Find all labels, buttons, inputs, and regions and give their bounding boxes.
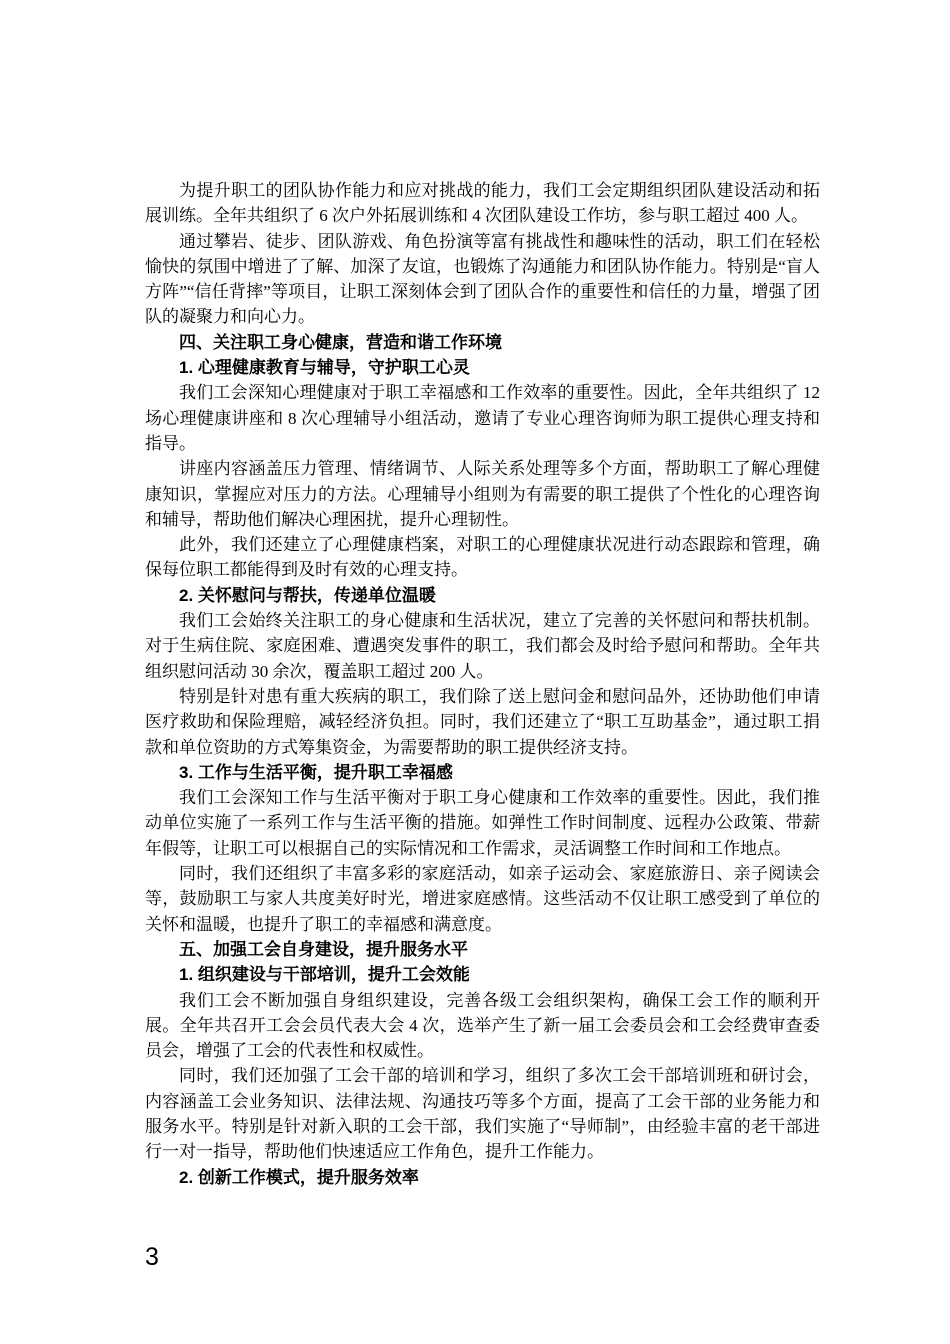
body-paragraph: 我们工会深知工作与生活平衡对于职工身心健康和工作效率的重要性。因此，我们推动单位实施了一系列工作与生活平衡的措施。如弹性工作时间制度、远程办公政策、带薪年假等，让职工可以根据自己的实际情况和工作需求，灵活调整工作时间和工作地点。	[145, 788, 820, 858]
body-paragraph: 通过攀岩、徒步、团队游戏、角色扮演等富有挑战性和趣味性的活动，职工们在轻松愉快的氛围中增进了了解、加深了友谊，也锻炼了沟通能力和团队协作能力。特别是“盲人方阵”“信任背摔”等项目，让职工深刻体会到了团队合作的重要性和信任的力量，增强了团队的凝聚力和向心力。	[145, 231, 820, 327]
section-heading: 五、加强工会自身建设，提升服务水平	[179, 939, 468, 959]
body-paragraph: 特别是针对患有重大疾病的职工，我们除了送上慰问金和慰问品外，还协助他们申请医疗救助和保险理赔，减轻经济负担。同时，我们还建立了“职工互助基金”，通过职工捐款和单位资助的方式筹集资金，为需要帮助的职工提供经济支持。	[145, 686, 820, 757]
body-paragraph: 同时，我们还组织了丰富多彩的家庭活动，如亲子运动会、家庭旅游日、亲子阅读会等，鼓励职工与家人共度美好时光，增进家庭感情。这些活动不仅让职工感受到了单位的关怀和温暖，也提升了职工的幸福感和满意度。	[145, 864, 820, 934]
sub-heading: 3. 工作与生活平衡，提升职工幸福感	[179, 762, 453, 782]
body-paragraph: 我们工会不断加强自身组织建设，完善各级工会组织架构，确保工会工作的顺利开展。全年共召开工会会员代表大会 4 次，选举产生了新一届工会委员会和工会经费审查委员会，增强了工会的代表性和权威性。	[145, 990, 820, 1061]
body-paragraph: 讲座内容涵盖压力管理、情绪调节、人际关系处理等多个方面，帮助职工了解心理健康知识，掌握应对压力的方法。心理辅导小组则为有需要的职工提供了个性化的心理咨询和辅导，帮助他们解决心理困扰，提升心理韧性。	[145, 459, 820, 529]
body-paragraph: 同时，我们还加强了工会干部的培训和学习，组织了多次工会干部培训班和研讨会，内容涵盖工会业务知识、法律法规、沟通技巧等多个方面，提高了工会干部的业务能力和服务水平。特别是针对新入职的工会干部，我们实施了“导师制”，由经验丰富的老干部进行一对一指导，帮助他们快速适应工作角色，提升工作能力。	[145, 1066, 820, 1162]
body-paragraph: 我们工会深知心理健康对于职工幸福感和工作效率的重要性。因此，全年共组织了 12 场心理健康讲座和 8 次心理辅导小组活动，邀请了专业心理咨询师为职工提供心理支持和指导。	[145, 383, 820, 453]
body-paragraph: 为提升职工的团队协作能力和应对挑战的能力，我们工会定期组织团队建设活动和拓展训练。全年共组织了 6 次户外拓展训练和 4 次团队建设工作坊，参与职工超过 400 人。	[145, 181, 820, 226]
page-number: 3	[145, 1243, 159, 1271]
document-body	[145, 178, 820, 1190]
sub-heading: 1. 心理健康教育与辅导，守护职工心灵	[179, 358, 470, 378]
sub-heading: 2. 创新工作模式，提升服务效率	[179, 1167, 419, 1187]
section-heading: 四、关注职工身心健康，营造和谐工作环境	[179, 332, 502, 352]
body-paragraph: 我们工会始终关注职工的身心健康和生活状况，建立了完善的关怀慰问和帮扶机制。对于生病住院、家庭困难、遭遇突发事件的职工，我们都会及时给予慰问和帮助。全年共组织慰问活动 30 余次，覆盖职工超过 200 人。	[145, 611, 820, 681]
sub-heading: 2. 关怀慰问与帮扶，传递单位温暖	[179, 585, 436, 605]
sub-heading: 1. 组织建设与干部培训，提升工会效能	[179, 965, 470, 985]
body-paragraph: 此外，我们还建立了心理健康档案，对职工的心理健康状况进行动态跟踪和管理，确保每位职工都能得到及时有效的心理支持。	[145, 535, 820, 580]
